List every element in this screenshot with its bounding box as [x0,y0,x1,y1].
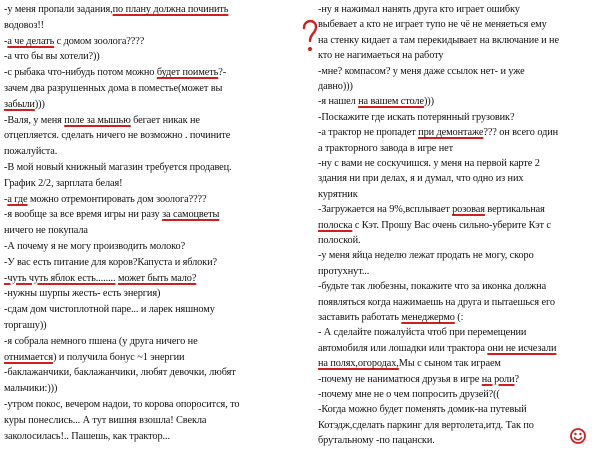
right-line-r2 [318,18,547,32]
smiley-icon [570,428,586,444]
text-segment: пожалуйста. [4,146,58,158]
text-segment: Котэдж,сделать паркинг для вертолета,итд. Так по [318,419,534,431]
right-line-r3 [318,34,559,48]
underlined-text: будет поиметь [156,67,219,79]
right-line-r15 [318,219,551,233]
right-line-r4 [318,49,443,63]
text-segment: появляться когда нажимаешь на друга и пытаешься его [318,296,555,308]
underlined-text: на полях,огородах, [318,358,399,370]
left-line-l7 [4,98,45,112]
underlined-text: розовая [452,204,485,216]
right-line-r6 [318,80,353,94]
text-segment: - [4,193,8,205]
text-segment: -нужны шурпы жесть- есть энергия) [4,288,161,300]
text-segment: зачем два разрушенных дома в поместье(может вы [4,83,223,94]
left-line-l18 [4,272,196,286]
text-segment: кто не нагимаеться на работу [318,50,444,62]
right-line-r14 [318,203,545,217]
text-segment: -с рыбака что-нибудь потом можно [4,67,157,79]
right-line-r29 [318,434,435,448]
question-mark-doodle [300,16,320,60]
text-segment: -почему мне не о чем попросить друзей?(( [318,389,500,400]
text-segment: График 2/2, зарплата белая! [4,177,123,189]
text-segment: -мне? компасом? у меня даже ссылок нет- и уже [318,65,525,77]
text-segment: ?- [218,67,227,79]
right-line-r21 [318,311,463,325]
text-segment: выбевает а кто не играет тупо не чё не меняеться ему [318,19,547,31]
text-segment: -А почему я не могу производить молоко? [4,241,186,252]
text-segment: а тракторного завода в игре нет [318,142,453,154]
text-segment: ) и получила бонус ~1 энергии [53,351,185,363]
left-line-l25 [4,382,57,396]
left-line-l23 [4,351,184,365]
text-segment: полоской. [318,235,361,246]
left-line-l14 [4,208,219,222]
right-line-r8 [318,111,514,125]
text-segment: -В мой новый книжный магазин требуется продавец. [4,162,232,173]
right-line-r27 [318,403,527,417]
left-line-l22 [4,335,198,349]
right-line-r18 [318,265,369,279]
right-line-r10 [318,142,453,156]
left-line-l11 [4,161,232,175]
text-segment: на стенку кидает а там перекидывает на включание и не [318,34,559,46]
text-segment: мальчики:))) [4,383,58,395]
text-segment: куры понеслись... А тут вишня взошла! Свекла [4,414,207,426]
right-line-r9 [318,126,558,140]
right-line-r16 [318,234,360,248]
underlined-text: менеджермо [401,312,455,323]
right-line-r17 [318,249,534,263]
underlined-text: на вашем столе [358,96,424,108]
underlined-text: -чуть чуть яблок есть........ [4,272,116,284]
right-line-r23 [318,342,556,356]
left-line-l20 [4,303,215,317]
text-segment: здания ни при делах, я и думал, что одно из них [318,173,524,185]
text-segment: торгашу)) [4,320,47,331]
text-segment: можно отремонтировать дом зоолога???? [27,193,207,205]
text-segment: протухнут... [318,265,370,277]
underlined-text: на роли [481,373,515,385]
text-segment: брутальному -по пацански. [318,435,435,447]
right-line-r19 [318,280,546,294]
right-line-r26 [318,388,500,402]
text-segment: -сдам дом чистоплотной паре... и ларек няшному [4,304,215,316]
left-line-l5 [4,66,226,80]
text-segment: -баклажанчики, баклажанчики, любят девочки, любят [4,367,236,379]
text-segment: ? [514,373,519,385]
text-segment: вертикальная [484,204,545,216]
right-line-r28 [318,419,534,433]
underlined-text: поле за мышью [64,114,131,126]
text-segment: - А сделайте пожалуйста чтоб при перемещении [318,327,527,339]
text-segment: ))) [423,96,434,108]
text-segment: -я нашел [318,96,359,108]
left-line-l2 [4,19,44,33]
underlined-text: полоска [318,219,353,231]
text-segment: -Загружается на 9%,всплывает [318,204,453,216]
left-line-l28 [4,430,170,444]
left-line-l9 [4,129,230,143]
text-segment: с домом зоолога???? [54,35,145,47]
left-line-l27 [4,414,206,428]
right-line-r1 [318,3,520,17]
text-segment: -у меня пропали задания, [4,4,113,15]
text-segment: с Кэт. Прошу Вас очень сильно-уберите Кэт с [352,219,551,231]
text-segment: (: [454,312,464,323]
text-segment: давно))) [318,81,353,92]
left-line-l4 [4,50,100,64]
text-segment: -у меня яйца неделю лежат продать не могу, скоро [318,250,534,262]
right-line-r24 [318,357,501,371]
left-line-l15 [4,224,88,238]
text-segment: отцепляется. сделать ничего не возможно . почините [4,130,231,142]
left-line-l6 [4,82,222,96]
text-segment: -Валя, у меня [4,114,65,126]
right-line-r5 [318,65,525,79]
text-segment: -ну с вами не соскучишся. у меня на первой карте 2 [318,158,540,169]
text-segment: водовоз!! [4,19,44,31]
left-line-l24 [4,366,236,380]
text-segment: заколосилась!.. Пашешь, как трактор... [4,430,170,442]
left-line-l26 [4,398,239,412]
left-line-l12 [4,177,122,191]
text-segment: ))) [34,98,45,110]
text-segment: -Когда можно будет поменять домик-на путевый [318,404,527,416]
right-line-r25 [318,373,519,387]
text-segment: -а трактор не пропадет [318,127,419,139]
text-segment: -будьте так любезны, покажите что за иконка должна [318,281,547,293]
underlined-text: за самоцветы [162,209,220,221]
text-segment: -я вообще за все время игры ни разу [4,209,163,221]
text-segment: ничего не покупала [4,225,88,237]
left-line-l21 [4,319,47,333]
text-segment: Мы с сыном так играем [398,358,501,370]
left-line-l19 [4,287,160,301]
right-line-r7 [318,95,434,109]
right-line-r20 [318,296,555,310]
text-segment: заставить работать [318,312,402,323]
right-line-r13 [318,188,358,202]
text-segment: -утром покос, вечером надои, то корова опоросится, то [4,399,240,410]
right-line-r22 [318,326,526,340]
text-segment: -Поскажите где искать потерянный грузовик? [318,111,515,123]
left-line-l3 [4,35,144,49]
underlined-text: по плану должна починить [112,4,229,15]
text-segment: бегает никак не [130,114,200,126]
left-line-l1 [4,3,228,17]
right-line-r12 [318,172,523,186]
left-line-l13 [4,193,207,207]
underlined-text: забыли [4,98,35,110]
text-segment: автомобиля или лошадки или трактора [318,342,488,354]
underlined-text: они не исчезали [487,342,557,354]
text-segment: -я собрала немного пшена (у друга ничего не [4,335,198,347]
text-segment: - [4,35,8,47]
underlined-text: а где [7,193,28,205]
underlined-text: при демонтаже [418,127,484,139]
text-segment: ??? он всего один [483,127,559,139]
right-line-r11 [318,157,540,171]
left-line-l17 [4,256,217,270]
underlined-text: может быть мало? [117,272,197,284]
left-line-l10 [4,145,57,159]
text-segment: -ну я нажимал нанять друга кто играет ошибку [318,4,520,15]
left-line-l16 [4,240,185,254]
text-segment: -а что бы вы хотели?)) [4,51,100,63]
left-line-l8 [4,114,200,128]
text-segment: -почему не наниматюся друзья в игре [318,373,482,385]
underlined-text: а че делать [7,35,55,47]
text-segment: курятник [318,188,358,200]
text-segment: -У вас есть питание для коров?Капуста и яблоки? [4,256,217,268]
underlined-text: отнимается [4,351,54,363]
